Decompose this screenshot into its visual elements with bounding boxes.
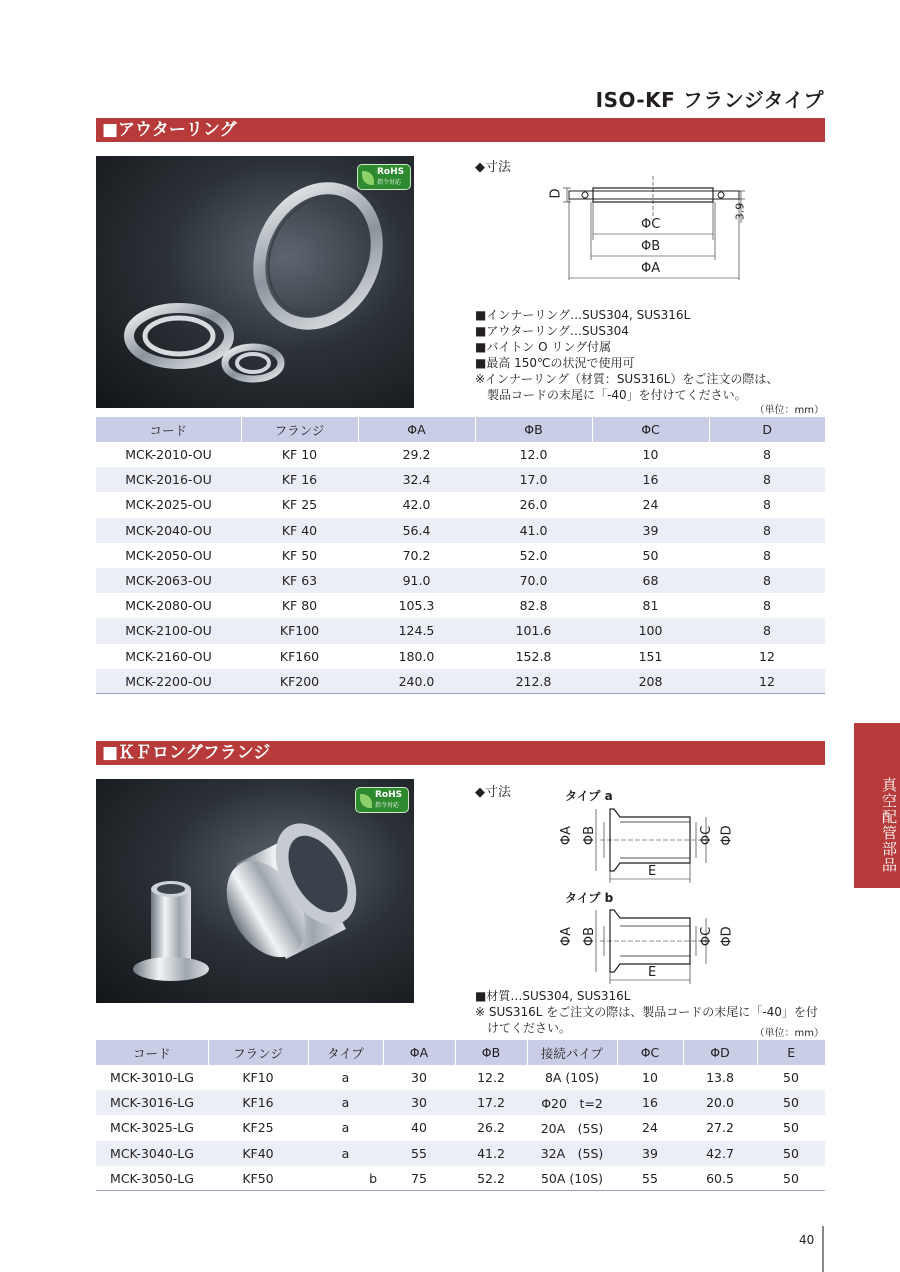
leaf-icon (362, 171, 374, 185)
table-cell: 32.4 (358, 467, 475, 492)
type-b-dim-c: ΦC (699, 926, 715, 947)
type-b-label: タイプ b (565, 891, 614, 905)
table-cell: 8 (763, 447, 771, 463)
table-cell: 17.0 (475, 467, 592, 492)
table-cell: a (308, 1141, 383, 1166)
table-cell: 40 (411, 1120, 427, 1136)
outer-ring-unit: （単位：mm） (754, 405, 824, 416)
table-cell: 39 (617, 1141, 683, 1166)
table-cell: MCK-2040-OU (96, 518, 241, 543)
table-cell: MCK-3040-LG (96, 1141, 208, 1166)
table-cell: 8 (763, 598, 771, 614)
table-row (96, 467, 825, 492)
table-row (96, 644, 825, 669)
table-row (96, 1166, 825, 1191)
type-a-dim-e: E (648, 864, 657, 879)
table-row (96, 442, 825, 467)
table-cell: KF25 (242, 1120, 274, 1136)
table-cell: MCK-2100-OU (96, 618, 241, 643)
table-cell: 212.8 (475, 669, 592, 694)
dim-d-label: D (548, 188, 564, 199)
table-cell: 50 (642, 547, 659, 563)
table-cell: KF16 (208, 1090, 308, 1115)
col-e: E (757, 1040, 825, 1065)
table-cell: KF 40 (241, 518, 358, 543)
table-row (96, 618, 825, 643)
col-d: ΦD (683, 1040, 757, 1065)
col-type: タイプ (308, 1040, 383, 1065)
table-cell: 8 (709, 568, 825, 593)
table-cell: KF50 (208, 1166, 308, 1191)
table-cell: 55 (383, 1141, 455, 1166)
outer-ring-table (96, 417, 825, 694)
outer-ring-dims-label: ◆寸法 (475, 160, 511, 175)
table-cell: KF40 (208, 1141, 308, 1166)
type-b-dim-b: ΦB (582, 926, 598, 947)
type-b-dim-a: ΦA (559, 926, 575, 947)
table-cell: 50 (757, 1090, 825, 1115)
type-b-diagram (580, 906, 740, 986)
col-d: D (709, 417, 825, 442)
table-row (96, 492, 825, 517)
table-header-row (96, 417, 825, 442)
table-cell: 30 (383, 1090, 455, 1115)
table-cell: 41.0 (475, 518, 592, 543)
table-cell: 56.4 (358, 518, 475, 543)
col-b: ΦB (475, 417, 592, 442)
type-b-dim-e: E (648, 965, 657, 980)
table-cell: 20.0 (683, 1090, 757, 1115)
table-cell: 180.0 (398, 648, 435, 664)
type-a-diagram (580, 805, 740, 885)
table-cell: 124.5 (358, 618, 475, 643)
table-cell: MCK-2080-OU (125, 598, 212, 614)
table-cell: 50A (10S) (527, 1166, 617, 1191)
table-cell: KF 16 (241, 467, 358, 492)
table-cell: KF 25 (281, 497, 318, 513)
long-flange-dims-label: ◆寸法 (475, 785, 511, 800)
table-cell: KF100 (241, 618, 358, 643)
table-cell: MCK-2200-OU (96, 669, 241, 694)
table-cell: 75 (383, 1166, 455, 1191)
table-cell: 82.8 (519, 598, 548, 614)
page-number-rule (822, 1226, 824, 1272)
table-cell: 29.2 (402, 447, 431, 463)
table-cell: 10 (642, 447, 659, 463)
dim-b-label: ΦB (641, 239, 661, 254)
table-header-row (96, 1040, 825, 1065)
table-cell: 41.2 (455, 1141, 527, 1166)
col-code: コード (96, 417, 241, 442)
table-cell: 12 (759, 648, 775, 664)
table-cell: Φ20 t=2 (527, 1090, 617, 1115)
type-a-dim-a: ΦA (559, 825, 575, 846)
leaf-icon (360, 794, 372, 808)
table-cell: 8 (709, 467, 825, 492)
outer-ring-heading: ■アウターリング (96, 118, 825, 142)
table-cell: MCK-2063-OU (96, 568, 241, 593)
table-cell: 17.2 (455, 1090, 527, 1115)
table-cell: 16 (617, 1090, 683, 1115)
table-cell: MCK-2050-OU (125, 547, 212, 563)
rohs-badge: RoHS 指令対応 (355, 787, 409, 813)
table-cell: KF160 (279, 648, 320, 664)
table-row (96, 1141, 825, 1166)
long-flange-photo (96, 779, 414, 1003)
col-c: ΦC (617, 1040, 683, 1065)
table-cell: MCK-2160-OU (125, 648, 212, 664)
table-cell: 32A (5S) (527, 1141, 617, 1166)
table-cell: 60.5 (683, 1166, 757, 1191)
table-row (96, 543, 825, 568)
type-a-label: タイプ a (565, 789, 613, 803)
table-cell: 70.2 (402, 547, 431, 563)
table-cell: KF 80 (281, 598, 318, 614)
table-cell: a (341, 1120, 350, 1136)
table-cell: KF10 (242, 1070, 274, 1086)
table-row (96, 669, 825, 694)
table-cell: KF 63 (241, 568, 358, 593)
table-cell: MCK-2025-OU (125, 497, 212, 513)
long-flange-heading: ■ＫＦロングフランジ (96, 741, 825, 765)
table-cell: KF 50 (281, 547, 318, 563)
table-cell: b (308, 1166, 383, 1191)
dim-c-label: ΦC (641, 217, 661, 232)
long-flange-unit: （単位：mm） (754, 1028, 824, 1039)
table-cell: 240.0 (358, 669, 475, 694)
table-cell: 26.2 (477, 1120, 505, 1136)
table-cell: 24 (642, 1120, 658, 1136)
type-b-dim-d: ΦD (719, 926, 735, 947)
table-cell: 52.0 (519, 547, 548, 563)
table-cell: 50 (783, 1120, 799, 1136)
table-cell: 52.2 (455, 1166, 527, 1191)
table-cell: MCK-2016-OU (96, 467, 241, 492)
table-cell: MCK-3016-LG (96, 1090, 208, 1115)
table-cell: 16 (592, 467, 709, 492)
table-cell: MCK-3025-LG (110, 1120, 194, 1136)
dim-a-label: ΦA (641, 261, 661, 276)
table-cell: 8 (709, 518, 825, 543)
col-a: ΦA (358, 417, 475, 442)
table-cell: 27.2 (706, 1120, 734, 1136)
table-row (96, 593, 825, 618)
col-b: ΦB (455, 1040, 527, 1065)
rohs-badge: RoHS 指令対応 (357, 164, 411, 190)
col-code: コード (96, 1040, 208, 1065)
table-cell: KF200 (241, 669, 358, 694)
table-cell: 12.0 (519, 447, 548, 463)
table-cell: 101.6 (475, 618, 592, 643)
table-cell: a (341, 1070, 350, 1086)
col-flange: フランジ (241, 417, 358, 442)
table-cell: 152.8 (515, 648, 552, 664)
long-flange-specs: ■材質…SUS304, SUS316L ※ SUS316L をご注文の際は、製品コードの末尾に「-40」を付 けてください。 (475, 989, 818, 1035)
outer-ring-photo (96, 156, 414, 408)
table-cell: 50 (783, 1070, 799, 1086)
table-cell: MCK-2010-OU (125, 447, 212, 463)
side-category-tab: 真空配管部品 (854, 723, 900, 888)
table-cell: 30 (411, 1070, 427, 1086)
table-cell: 208 (592, 669, 709, 694)
col-a: ΦA (383, 1040, 455, 1065)
table-cell: 42.0 (402, 497, 431, 513)
table-cell: a (308, 1090, 383, 1115)
table-cell: 8A (10S) (544, 1070, 600, 1086)
long-flange-table (96, 1040, 825, 1191)
table-cell: 151 (638, 648, 663, 664)
table-cell: 81 (642, 598, 659, 614)
table-cell: 50 (757, 1166, 825, 1191)
table-cell: 105.3 (398, 598, 435, 614)
table-cell: 20A (5S) (540, 1120, 604, 1136)
type-a-dim-b: ΦB (582, 825, 598, 846)
table-cell: 10 (642, 1070, 658, 1086)
outer-ring-specs: ■インナーリング…SUS304, SUS316L ■アウターリング…SUS304 ■バイトン O リング付属 ■最高 150℃の状況で使用可 ※インナーリング（材質：SUS316L）をご注文の際は、 製品コードの末尾に「-40」を付けてください。 (475, 308, 779, 402)
table-cell: 70.0 (475, 568, 592, 593)
table-cell: 91.0 (358, 568, 475, 593)
col-pipe: 接続パイプ (527, 1040, 617, 1065)
col-c: ΦC (592, 417, 709, 442)
table-cell: 39 (592, 518, 709, 543)
col-flange: フランジ (208, 1040, 308, 1065)
page-title: ISO-KF フランジタイプ (595, 88, 824, 112)
table-cell: 24 (642, 497, 659, 513)
dim-h-label: 3.9 (733, 202, 747, 221)
table-cell: 55 (617, 1166, 683, 1191)
table-row (96, 1065, 825, 1090)
table-cell: MCK-3050-LG (96, 1166, 208, 1191)
table-cell: KF 10 (281, 447, 318, 463)
table-cell: 12 (709, 669, 825, 694)
table-cell: 26.0 (519, 497, 548, 513)
table-cell: 8 (709, 618, 825, 643)
table-cell: 50 (757, 1141, 825, 1166)
table-cell: 42.7 (683, 1141, 757, 1166)
table-cell: MCK-3010-LG (110, 1070, 194, 1086)
table-cell: 100 (592, 618, 709, 643)
table-row (96, 568, 825, 593)
table-cell: 68 (592, 568, 709, 593)
page-number: 40 (799, 1233, 815, 1247)
table-cell: 8 (763, 547, 771, 563)
type-a-dim-d: ΦD (719, 825, 735, 846)
table-cell: 8 (763, 497, 771, 513)
outer-ring-illustration (96, 156, 414, 408)
table-row (96, 1090, 825, 1115)
table-row (96, 1115, 825, 1140)
table-cell: 12.2 (477, 1070, 505, 1086)
table-row (96, 518, 825, 543)
table-cell: 13.8 (706, 1070, 734, 1086)
type-a-dim-c: ΦC (699, 825, 715, 846)
